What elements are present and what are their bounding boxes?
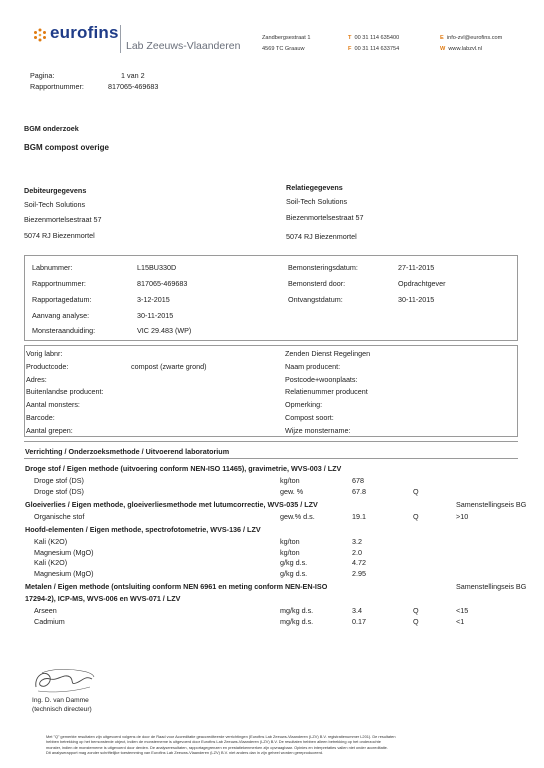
- result-parameter: Droge stof (DS): [34, 476, 84, 485]
- sample-field-value: 27-11-2015: [398, 263, 435, 272]
- method-title: Gloeiverlies / Eigen methode, gloeiverliesmethode met lutumcorrectie, WVS-035 / LZV: [25, 499, 318, 509]
- result-parameter: Droge stof (DS): [34, 486, 84, 496]
- result-unit: mg/kg d.s.: [280, 606, 314, 615]
- result-parameter: Magnesium (MgO): [34, 568, 94, 578]
- requirement-limit: >10: [456, 511, 469, 521]
- result-parameter: Kali (K2O): [34, 537, 68, 546]
- method-title: Metalen / Eigen methode (ontsluiting conform NEN 6961 en meting conform NEN-EN-ISO: [25, 582, 328, 591]
- info-field-label: Productcode:: [26, 361, 69, 371]
- requirement-limit: <1: [456, 616, 465, 626]
- accreditation-mark: Q: [413, 486, 419, 496]
- result-value: 2.95: [352, 568, 366, 578]
- signatory-name: Ing. D. van Damme: [32, 697, 89, 704]
- sample-field-label: Aanvang analyse:: [32, 311, 90, 320]
- sample-field-value: 30-11-2015: [137, 311, 174, 320]
- sample-info-box: [24, 255, 518, 341]
- info-field-value: compost (zwarte grond): [131, 361, 207, 371]
- sample-field-label: Monsteraanduiding:: [32, 326, 96, 335]
- lab-name: Lab Zeeuws-Vlaanderen: [126, 40, 241, 52]
- sample-field-value: 30-11-2015: [398, 295, 435, 304]
- method-title: Droge stof / Eigen methode (uitvoering conform NEN-ISO 11465), gravimetrie, WVS-003 / LZV: [25, 464, 342, 473]
- result-value: 67.8: [352, 486, 366, 496]
- info-field-label: Vorig labnr:: [26, 349, 63, 358]
- sample-field-value: L15BU330D: [137, 263, 177, 272]
- debtor-heading: Debiteurgegevens: [24, 186, 87, 195]
- info-field-label: Buitenlandse producent:: [26, 387, 104, 397]
- header-divider: [120, 25, 121, 53]
- sample-field-label: Labnummer:: [32, 263, 73, 272]
- requirement-limit: <15: [456, 606, 469, 615]
- relation-name: Soil-Tech Solutions: [286, 197, 348, 206]
- result-parameter: Magnesium (MgO): [34, 547, 94, 557]
- report-number-value: 817065-469683: [108, 82, 159, 91]
- sample-field-label: Bemonsterd door:: [288, 279, 346, 288]
- info-field-label: Aantal monsters:: [26, 400, 80, 410]
- result-unit: gew. %: [280, 486, 304, 496]
- info-field-label: Relatienummer producent: [285, 387, 368, 397]
- relation-city: 5074 RJ Biezenmortel: [286, 232, 357, 241]
- sample-field-value: VIC 29.483 (WP): [137, 326, 192, 335]
- phone-line: T 00 31 114 635400: [348, 35, 400, 41]
- email-line: E info-zvl@eurofins.com: [440, 35, 503, 41]
- report-number-label: Rapportnummer:: [30, 82, 84, 91]
- address-city: 4569 TC Graauw: [262, 46, 305, 52]
- debtor-street: Biezenmortelsestraat 57: [24, 215, 102, 224]
- info-field-label: Naam producent:: [285, 361, 341, 371]
- result-unit: kg/ton: [280, 476, 300, 485]
- relation-heading: Relatiegegevens: [286, 183, 343, 192]
- result-value: 19.1: [352, 511, 366, 521]
- results-header: Verrichting / Onderzoeksmethode / Uitvoerend laboratorium: [25, 447, 230, 456]
- result-unit: mg/kg d.s.: [280, 616, 314, 626]
- result-value: 0.17: [352, 616, 366, 626]
- footer-line-4: Dit analyserapport mag zonder schriftelijke toestemming van Eurofins Lab Zeeuws-Vlaanderen (LZV) B.V. niet anders dan in zijn geheel worden gereproduceerd.: [46, 749, 324, 755]
- result-value: 678: [352, 476, 364, 485]
- footer-line-1: Met "Q" gemerkte resultaten zijn uitgevoerd volgens de door de Raad voor Accreditatie geaccrediteerde verrichtingen (Eurofins Lab Zeeuws-Vlaanderen (LZV) B.V. registratienummer L201). De resultaten: [46, 734, 396, 739]
- info-field-label: Zenden Dienst Regelingen: [285, 349, 371, 358]
- debtor-city: 5074 RJ Biezenmortel: [24, 231, 95, 240]
- accreditation-mark: Q: [413, 616, 419, 626]
- requirement-note: Samenstellingseis BG: [456, 582, 527, 591]
- result-parameter: Kali (K2O): [34, 558, 68, 568]
- result-value: 4.72: [352, 558, 366, 568]
- method-title-continued: 17294-2), ICP-MS, WVS-006 en WVS-071 / LZV: [25, 594, 181, 603]
- page-label: Pagina:: [30, 71, 55, 80]
- results-top-rule: [24, 441, 518, 442]
- footer-line-2: hebben betrekking op het bemonsterde object, indien de monsterneme is uitgevoerd door Eurofins Lab Zeeuws-Vlaanderen (LZV) B.V. De resultaten hebben alleen betrekking op het onderzochte: [46, 739, 381, 745]
- info-field-label: Wijze monstername:: [285, 425, 351, 435]
- result-unit: gew.% d.s.: [280, 511, 315, 521]
- sample-field-label: Rapportagedatum:: [32, 295, 92, 304]
- debtor-name: Soil-Tech Solutions: [24, 200, 86, 209]
- web-line: W www.labzvl.nl: [440, 46, 482, 52]
- result-parameter: Cadmium: [34, 616, 65, 626]
- results-header-rule: [24, 458, 518, 459]
- footer-line-3: monster, indien de monsterneme is uitgevoerd door derden. De analyseresultaten, rapportagegrenzen en prestatiekenmerken zijn opvraagbaar. Opinies en interpretaties vallen niet onder accreditatie.: [46, 744, 388, 750]
- document-subtitle: BGM compost overige: [24, 143, 109, 152]
- fax-line: F 00 31 114 633754: [348, 46, 400, 52]
- signatory-role: (technisch directeur): [32, 706, 92, 713]
- page-value: 1 van 2: [121, 71, 145, 80]
- accreditation-mark: Q: [413, 511, 419, 521]
- sample-field-label: Bemonsteringsdatum:: [288, 263, 358, 272]
- sample-field-label: Ontvangstdatum:: [288, 295, 343, 304]
- requirement-note: Samenstellingseis BG: [456, 499, 527, 509]
- sample-field-value: 817065-469683: [137, 279, 188, 288]
- signature-image: [30, 665, 98, 695]
- result-parameter: Arseen: [34, 606, 57, 615]
- accreditation-footer: [46, 734, 516, 755]
- result-parameter: Organische stof: [34, 511, 85, 521]
- logo-wordmark: eurofins: [50, 23, 119, 42]
- info-field-label: Opmerking:: [285, 400, 323, 410]
- info-field-label: Compost soort:: [285, 413, 334, 422]
- method-title: Hoofd-elementen / Eigen methode, spectrofotometrie, WVS-136 / LZV: [25, 525, 261, 534]
- section-title: BGM onderzoek: [24, 124, 79, 133]
- result-value: 3.4: [352, 606, 362, 615]
- result-unit: g/kg d.s.: [280, 568, 308, 578]
- eurofins-logo-icon: [33, 28, 47, 42]
- result-value: 3.2: [352, 537, 362, 546]
- result-unit: g/kg d.s.: [280, 558, 308, 568]
- sample-field-label: Rapportnummer:: [32, 279, 86, 288]
- result-value: 2.0: [352, 547, 362, 557]
- sample-field-value: 3-12-2015: [137, 295, 170, 304]
- accreditation-mark: Q: [413, 606, 419, 615]
- info-field-label: Aantal grepen:: [26, 425, 73, 435]
- info-field-label: Postcode+woonplaats:: [285, 374, 358, 384]
- info-field-label: Barcode:: [26, 413, 55, 422]
- address-street: Zandbergsestraat 1: [262, 35, 311, 41]
- sample-field-value: Opdrachtgever: [398, 279, 446, 288]
- result-unit: kg/ton: [280, 537, 300, 546]
- info-field-label: Adres:: [26, 374, 47, 384]
- relation-street: Biezenmortelsestraat 57: [286, 213, 364, 222]
- result-unit: kg/ton: [280, 547, 300, 557]
